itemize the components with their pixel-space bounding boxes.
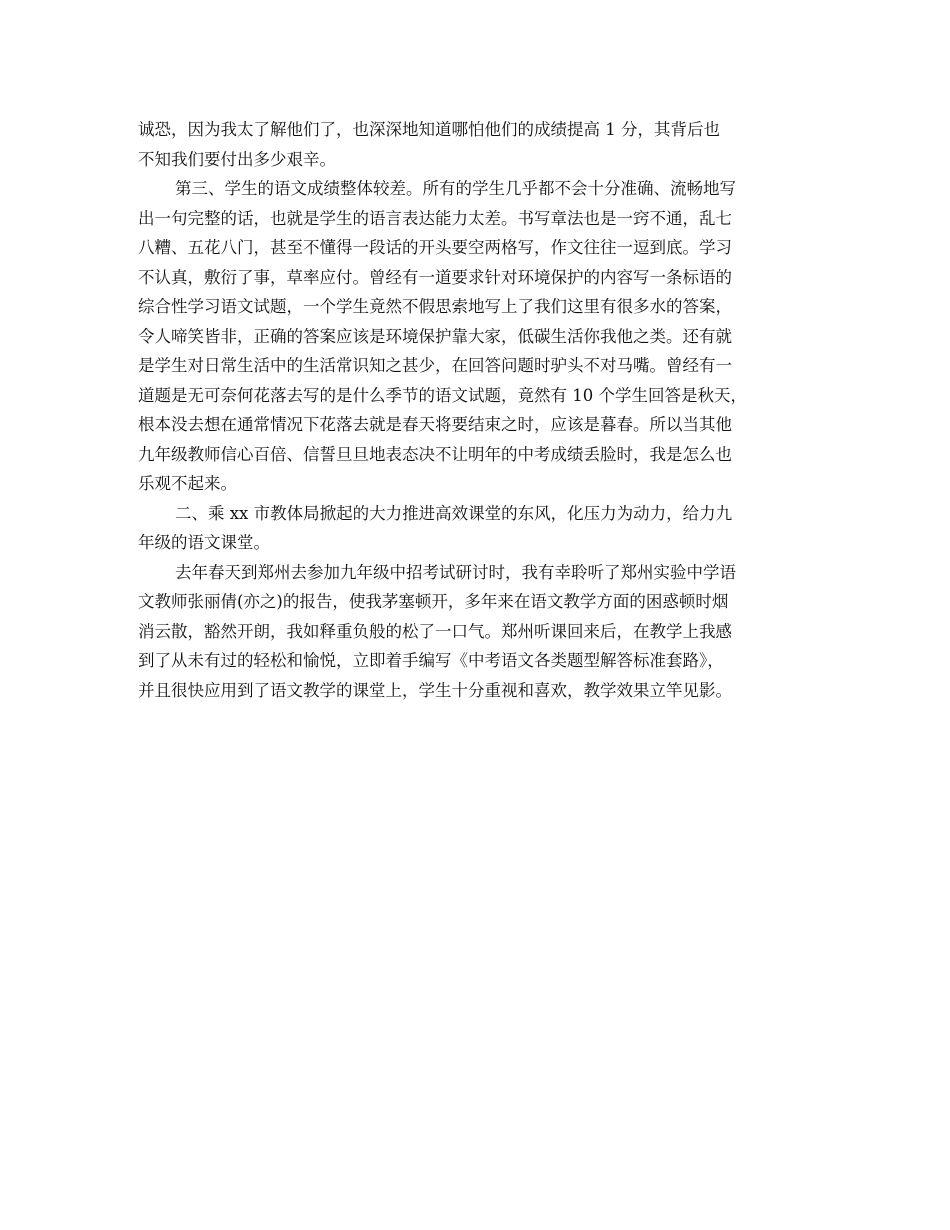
text-line: 文教师张丽倩(亦之)的报告，使我茅塞顿开，多年来在语文教学方面的困惑顿时烟 — [138, 592, 729, 611]
paragraph-continuation — [138, 115, 823, 174]
paragraph-zhengzhou — [138, 558, 823, 706]
text-line: 年级的语文课堂。 — [138, 533, 270, 552]
section-heading-two — [138, 499, 823, 558]
text-line: 消云散，豁然开朗，我如释重负般的松了一口气。郑州听课回来后，在教学上我感 — [138, 621, 732, 641]
text-line: 到了从未有过的轻松和愉悦，立即着手编写《中考语文各类题型解答标准套路》， — [138, 651, 724, 670]
text-line: 二、乘 xx 市教体局掀起的大力推进高效课堂的东风，化压力为动力，给力九 — [175, 503, 733, 523]
text-line: 出一句完整的话，也就是学生的语言表达能力太差。书写章法也是一窍不通，乱七 — [138, 208, 732, 228]
text-line: 令人啼笑皆非，正确的答案应该是环境保护靠大家，低碳生活你我他之类。还有就 — [138, 326, 732, 346]
text-line: 道题是无可奈何花落去写的是什么季节的语文试题，竟然有 10 个学生回答是秋天， — [138, 385, 747, 405]
text-line: 去年春天到郑州去参加九年级中招考试研讨时，我有幸聆听了郑州实验中学语 — [175, 562, 736, 582]
text-line: 是学生对日常生活中的生活常识知之甚少，在回答问题时驴头不对马嘴。曾经有一 — [138, 356, 732, 375]
text-line: 九年级教师信心百倍、信誓旦旦地表态决不让明年的中考成绩丢脸时，我是怎么也 — [138, 444, 732, 464]
text-line: 不认真，敷衍了事，草率应付。曾经有一道要求针对环境保护的内容写一条标语的 — [138, 267, 732, 287]
text-line: 综合性学习语文试题，一个学生竟然不假思索地写上了我们这里有很多水的答案， — [138, 297, 732, 316]
text-line: 并且很快应用到了语文教学的课堂上，学生十分重视和喜欢，教学效果立竿见影。 — [138, 680, 732, 700]
text-line: 诚恐，因为我太了解他们了，也深深地知道哪怕他们的成绩提高 1 分，其背后也 — [138, 120, 720, 139]
text-line: 不知我们要付出多少艰辛。 — [138, 149, 336, 169]
text-line: 第三、学生的语文成绩整体较差。所有的学生几乎都不会十分准确、流畅地写 — [175, 179, 736, 198]
paragraph-third-point — [138, 174, 823, 499]
text-line: 根本没去想在通常情况下花落去就是春天将要结束之时，应该是暮春。所以当其他 — [138, 415, 732, 434]
document-body — [138, 115, 823, 705]
text-line: 乐观不起来。 — [138, 474, 237, 493]
text-line: 八糟、五花八门，甚至不懂得一段话的开头要空两格写，作文往往一逗到底。学习 — [138, 238, 732, 257]
